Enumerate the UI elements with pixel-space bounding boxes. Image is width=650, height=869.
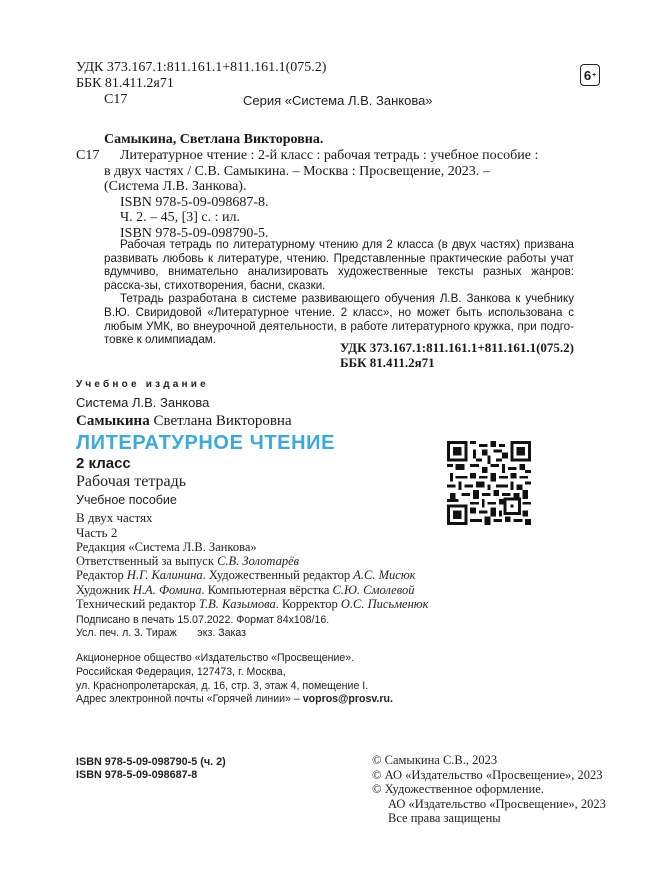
author-surname: Самыкина — [76, 413, 150, 429]
book-type: Рабочая тетрадь — [76, 473, 187, 490]
copyright-line: © АО «Издательство «Просвещение», 2023 — [372, 767, 603, 782]
study-aid-label: Учебное пособие — [76, 493, 177, 507]
isbn-part: ISBN 978-5-09-098790-5 (ч. 2) — [76, 756, 226, 768]
credit-line — [76, 554, 428, 568]
annotation-paragraph: Рабочая тетрадь по литературному чтению для 2 класса (в двух частях) призвана развивать любовь к литературе, чтению. Представленные практические работы учат вдумчиво, внимательно анализировать художественные тексты разных жанров: расска-зы, стихотворения, басни, сказки. — [104, 238, 574, 292]
credit-line: Редактор Н.Г. Калинина. Художественный редактор А.С. Мисюк — [76, 568, 416, 583]
credit-role: Компьютерная вёрстка — [207, 582, 330, 597]
udk-code: УДК 373.167.1:811.161.1+811.161.1(075.2) — [339, 340, 574, 355]
credit-line: Технический редактор Т.В. Казымова. Корректор О.С. Письменюк — [76, 596, 429, 611]
print-info — [76, 614, 329, 640]
part-number: Часть 2 — [76, 525, 118, 540]
credit-name: Н.Г. Калинина — [126, 568, 203, 583]
credits — [76, 540, 428, 611]
copyright-line: © Самыкина С.В., 2023 — [372, 753, 498, 767]
isbn-set: ISBN 978-5-09-098687-8 — [76, 769, 198, 781]
email-link[interactable]: vopros@prosv.ru. — [302, 693, 393, 706]
credit-name: Т.В. Казымова — [198, 596, 276, 611]
age-rating-plus: + — [592, 71, 597, 79]
credit-name: Н.А. Фомина — [132, 582, 202, 597]
series-name: Серия «Система Л.В. Занкова» — [243, 93, 433, 108]
bib-isbn: ISBN 978-5-09-098687-8. — [120, 194, 269, 210]
credit-role: Редактор — [76, 568, 124, 583]
publisher-info — [76, 652, 393, 707]
copyright-line: © Художественное оформление. — [372, 782, 544, 796]
email-label: Адрес электронной почты «Горячей линии» – — [76, 693, 303, 706]
credit-line: Художник Н.А. Фомина. Компьютерная вёрстка С.Ю. Смолевой — [76, 582, 415, 597]
copyright — [372, 753, 606, 826]
bib-author: Самыкина, Светлана Викторовна. — [104, 132, 324, 147]
publisher-line: Российская Федерация, 127473, г. Москва, — [76, 665, 286, 678]
credit-role: Художественный редактор — [208, 568, 351, 583]
udk-header — [76, 60, 326, 92]
annotation — [104, 238, 574, 347]
grade: 2 класс — [76, 455, 131, 472]
print-signed: Подписано в печать 15.07.2022. Формат 84x108/16. — [76, 614, 330, 626]
bbk-code: ББК 81.411.2я71 — [76, 76, 174, 91]
bib-line: в двух частях / С.В. Самыкина. – Москва : Просвещение, 2023. – — [104, 163, 490, 179]
publisher-line: Акционерное общество «Издательство «Просвещение». — [76, 652, 355, 664]
edition-type: Учебное издание — [76, 379, 209, 390]
book-title: ЛИТЕРАТУРНОЕ ЧТЕНИЕ — [76, 432, 336, 454]
bbk-code: ББК 81.411.2я71 — [339, 355, 435, 370]
copyright-line: АО «Издательство «Просвещение», 2023 — [388, 796, 606, 811]
credit-name: С.Ю. Смолевой — [332, 582, 415, 597]
udk-code: УДК 373.167.1:811.161.1+811.161.1(075.2) — [76, 60, 327, 75]
author-given-name: Светлана Викторовна — [153, 413, 292, 429]
credit-role: Редакция «Система Л.В. Занкова» — [76, 540, 257, 554]
qr-code-icon — [447, 441, 531, 525]
publisher-email-line — [76, 693, 393, 707]
bib-line: Литературное чтение : 2-й класс : рабочая тетрадь : учебное пособие : — [120, 148, 539, 163]
rights-reserved: Все права защищены — [388, 811, 501, 825]
annotation-paragraph: Тетрадь разработана в системе развивающего обучения Л.В. Занкова к учебнику В.Ю. Свиридовой «Литературное чтение. 2 класс», но может быть использована с любым УМК, во внеурочной деятельности, в работе литературного кружка, при подго-товке к олимпиадам. — [104, 292, 574, 347]
age-rating-badge — [580, 64, 600, 86]
bib-code: С17 — [76, 148, 100, 163]
publisher-line: ул. Краснопролетарская, д. 16, стр. 3, этаж 4, помещение I. — [76, 679, 369, 692]
bib-pages: Ч. 2. – 45, [3] с. : ил. — [120, 210, 241, 226]
print-run: Усл. печ. л. 3. Тираж экз. Заказ — [76, 627, 247, 640]
credit-role: Корректор — [281, 596, 338, 611]
credit-name: А.С. Мисюк — [353, 568, 416, 583]
isbn-list — [76, 756, 226, 782]
udk-footer — [340, 340, 574, 370]
credit-line — [76, 540, 428, 554]
credit-role: Технический редактор — [76, 596, 196, 611]
bib-isbn: ISBN 978-5-09-098790-5. — [120, 225, 269, 241]
age-rating-number: 6 — [583, 67, 592, 83]
author-mark: С17 — [104, 92, 128, 107]
bib-line: (Система Л.В. Занкова). — [104, 179, 247, 195]
credit-role: Ответственный за выпуск — [76, 554, 214, 569]
credit-name: О.С. Письменюк — [340, 596, 429, 611]
series-name: Система Л.В. Занкова — [76, 395, 210, 410]
parts-count: В двух частях — [76, 510, 153, 525]
bib-record — [104, 148, 574, 242]
author-name — [76, 412, 292, 430]
credit-name: С.В. Золотарёв — [217, 554, 300, 569]
credit-role: Художник — [76, 582, 130, 597]
